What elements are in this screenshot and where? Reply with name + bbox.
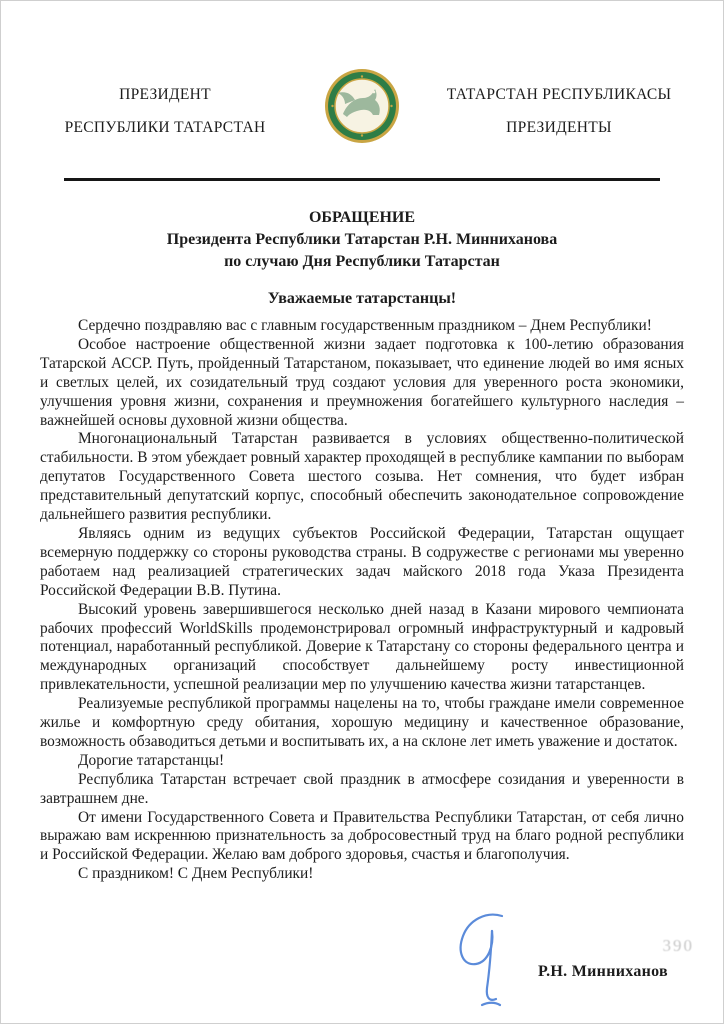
bleed-through-artifact: 390 <box>662 936 694 955</box>
paragraph-8: Республика Татарстан встречает свой праздник в атмосфере созидания и уверенности в завтрашнем дне. <box>40 770 684 807</box>
paragraph-7: Дорогие татарстанцы! <box>78 751 225 769</box>
paragraph-4: Являясь одним из ведущих субъектов Российской Федерации, Татарстан ощущает всемерную поддержку со стороны руководства страны. В содружестве с регионами мы уверенно работаем над реализацией стратегических задач майского 2018 года Указа Президента Российской Федерации В.В. Путина. <box>40 524 684 599</box>
document-title <box>0 207 724 273</box>
handwritten-signature <box>442 908 534 1014</box>
tatarstan-emblem-icon <box>324 68 400 144</box>
letterhead-left-line2: РЕСПУБЛИКИ ТАТАРСТАН <box>64 119 266 136</box>
paragraph-9: От имени Государственного Совета и Правительства Республики Татарстан, от себя лично выражаю вам искреннюю признательность за добросовестный труд на благо родной республики и Российской Федерации. Желаю вам доброго здоровья, счастья и благополучия. <box>40 808 684 864</box>
paragraph-3: Многонациональный Татарстан развивается в условиях общественно-политической стабильности. В этом убеждает ровный характер проходящей в республике кампании по выборам депутатов Государственного Совета шестого созыва. Нет сомнения, что будет избран представительный депутатский корпус, способный обеспечить законодательное сопровождение дальнейшего развития республики. <box>40 430 684 524</box>
letterhead-left-line1: ПРЕЗИДЕНТ <box>119 86 211 103</box>
title-line3: по случаю Дня Республики Татарстан <box>224 253 500 270</box>
title-line1: ОБРАЩЕНИЕ <box>308 209 416 226</box>
letterhead-right-line1: ТАТАРСТАН РЕСПУБЛИКАСЫ <box>446 86 672 103</box>
paragraph-6: Реализуемые республикой программы нацелены на то, чтобы граждане имели современное жилье и комфортную среду обитания, хорошую медицину и качественное образование, возможность обзаводиться детьми и воспитывать их, а на склоне лет иметь уважение и достаток. <box>40 695 684 750</box>
salutation: Уважаемые татарстанцы! <box>267 290 457 307</box>
letterhead <box>0 0 724 144</box>
emblem-container <box>322 68 402 144</box>
header-divider-rule <box>64 178 660 181</box>
paragraph-1: Сердечно поздравляю вас с главным государственным праздником – Днем Республики! <box>78 317 652 334</box>
letterhead-right-line2: ПРЕЗИДЕНТЫ <box>506 119 612 136</box>
signatory-name: Р.Н. Минниханов <box>538 963 668 980</box>
paragraph-10: С праздником! С Днем Республики! <box>78 865 314 883</box>
paragraph-2: Особое настроение общественной жизни задает подготовка к 100-летию образования Татарской АССР. Путь, пройденный Татарстаном, показывает, что единение людей во имя ясных и светлых целей, их созидательный труд создают условия для уверенного роста экономики, улучшения уровня жизни, сохранения и преумножения богатейшего культурного наследия – важнейшей основы духовной жизни общества. <box>40 335 684 429</box>
title-line2: Президента Республики Татарстан Р.Н. Минниханова <box>166 231 558 248</box>
letterhead-right-title <box>428 68 690 144</box>
letter-body <box>40 317 684 884</box>
letterhead-left-title <box>34 68 296 144</box>
paragraph-5: Высокий уровень завершившегося несколько дней назад в Казани мирового чемпионата рабочих профессий WorldSkills продемонстрировал огромный инфраструктурный и кадровый потенциал, наработанный республикой. Доверие к Татарстану со стороны федерального центра и международных организаций способствует дальнейшему росту инвестиционной привлекательности, успешной реализации мер по улучшению качества жизни татарстанцев. <box>40 600 684 694</box>
